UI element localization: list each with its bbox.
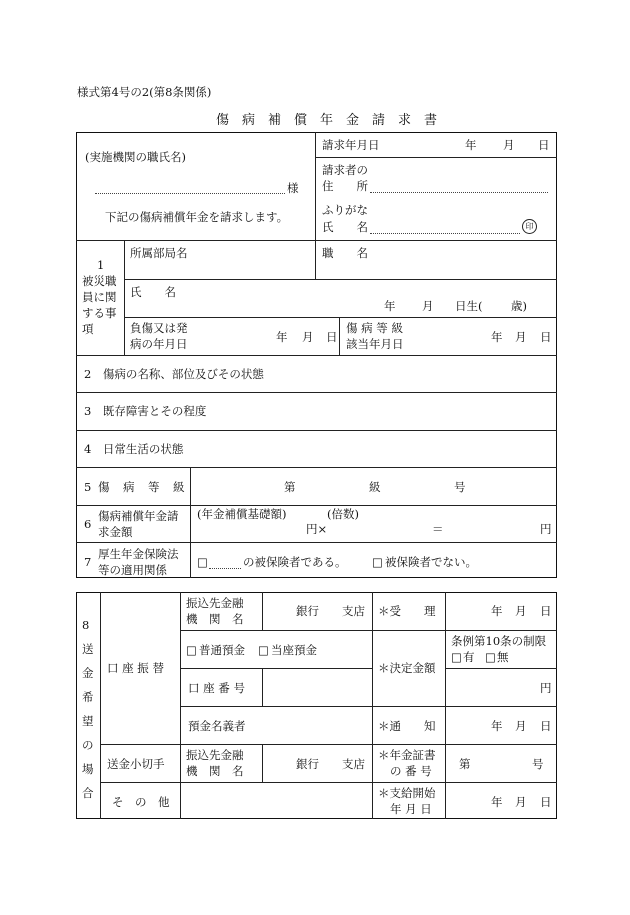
account-number-label: 口 座 番 号	[188, 681, 245, 695]
claimant-name-field[interactable]	[370, 233, 520, 234]
bank2-unit: 銀行	[296, 757, 319, 771]
section1-label-2: 員に関	[82, 290, 117, 304]
section1-number: 1	[97, 258, 105, 272]
section8-char-4: 望	[82, 714, 94, 728]
grade-kyu: 級	[369, 480, 381, 494]
futsu-label: 普通預金	[199, 643, 245, 657]
grade-year-unit: 年	[491, 330, 503, 344]
bank-label-2: 機 関 名	[186, 612, 244, 626]
restriction-label: 条例第10条の制限	[451, 634, 547, 648]
account-transfer-label: 口 座 振 替	[107, 661, 164, 675]
restriction-no-label: 無	[497, 650, 509, 664]
section1-label-4: 項	[82, 322, 94, 336]
branch-unit: 支店	[342, 604, 365, 618]
sama-label: 様	[287, 181, 299, 195]
insured-checkbox[interactable]: □	[197, 555, 208, 569]
restriction-yes-label: 有	[463, 650, 475, 664]
claim-month-unit: 月	[503, 138, 515, 152]
notice-label: ＊通 知	[378, 719, 436, 733]
request-text: 下記の傷病補償年金を請求します。	[105, 210, 289, 224]
page-title: 傷病補償年金請求書	[216, 113, 451, 128]
name-label: 氏 名	[322, 220, 368, 234]
grade-date-label-2: 該当年月日	[346, 337, 404, 351]
equals-sign: ＝	[432, 522, 444, 536]
section8-char-7: 合	[82, 786, 94, 800]
decided-amount-label: ＊決定金額	[378, 661, 436, 675]
insurance-law-field[interactable]	[209, 568, 241, 569]
receipt-label: ＊受 理	[378, 604, 436, 618]
section8-char-5: の	[82, 738, 94, 752]
payment-start-label-2: 年 月 日	[390, 802, 432, 816]
address-field[interactable]	[370, 192, 548, 193]
institution-field[interactable]	[95, 193, 285, 194]
insured-option-text: の被保険者である。	[243, 555, 347, 569]
row5-label: 傷 病 等 級	[98, 480, 186, 494]
bank2-label-1: 振込先金融	[186, 748, 244, 762]
victim-name-label: 氏 名	[130, 285, 176, 299]
section1-label-1: 被災職	[82, 274, 117, 288]
claim-date-label: 請求年月日	[322, 138, 380, 152]
section8-char-6: 場	[82, 762, 94, 776]
notice-year-unit: 年	[491, 719, 503, 733]
payment-year-unit: 年	[491, 795, 503, 809]
touza-label: 当座預金	[271, 643, 317, 657]
address-label-1: 請求者の	[322, 163, 368, 177]
not-insured-checkbox[interactable]: □	[372, 555, 383, 569]
payment-day-unit: 日	[540, 795, 552, 809]
row6-label-2: 求金額	[98, 525, 133, 539]
institution-label: (実施機関の職氏名)	[85, 150, 186, 164]
claim-year-unit: 年	[465, 138, 477, 152]
other-label: そ の 他	[112, 795, 170, 809]
seal-icon: 印	[522, 219, 537, 234]
account-holder-label: 預金名義者	[188, 719, 246, 733]
restriction-no-checkbox[interactable]: □	[485, 650, 496, 664]
section8-char-1: 送	[82, 642, 94, 656]
bank-label-1: 振込先金融	[186, 596, 244, 610]
pension-base-label: (年金補償基礎額)	[197, 507, 287, 521]
injury-date-label-2: 病の年月日	[130, 337, 188, 351]
row2-label: 2 傷病の名称、部位及びその状態	[84, 367, 264, 381]
birth-age-unit: 歳)	[511, 299, 527, 313]
money-order-label: 送金小切手	[107, 757, 165, 771]
receipt-day-unit: 日	[540, 604, 552, 618]
birth-day-unit: 日生(	[455, 299, 483, 313]
form-number: 様式第4号の2(第8条関係)	[77, 85, 212, 99]
yen-times: 円×	[306, 522, 328, 536]
receipt-month-unit: 月	[515, 604, 527, 618]
receipt-year-unit: 年	[491, 604, 503, 618]
row3-label: 3 既存障害とその程度	[84, 404, 207, 418]
yen-unit: 円	[540, 522, 552, 536]
position-label: 職 名	[322, 246, 368, 260]
touza-checkbox[interactable]: □	[258, 643, 269, 657]
row5-number: 5	[84, 480, 92, 494]
certificate-go: 号	[532, 757, 544, 771]
injury-year-unit: 年	[276, 330, 288, 344]
grade-day-unit: 日	[540, 330, 552, 344]
branch2-unit: 支店	[342, 757, 365, 771]
grade-month-unit: 月	[515, 330, 527, 344]
section8-char-2: 金	[82, 666, 94, 680]
row6-number: 6	[84, 517, 92, 531]
birth-year-unit: 年	[384, 299, 396, 313]
row7-label-1: 厚生年金保険法	[98, 547, 179, 561]
restriction-yes-checkbox[interactable]: □	[451, 650, 462, 664]
futsu-checkbox[interactable]: □	[186, 643, 197, 657]
address-label-2: 住 所	[322, 179, 368, 193]
row6-label-1: 傷病補償年金請	[98, 509, 179, 523]
section8-char-3: 希	[82, 690, 94, 704]
notice-day-unit: 日	[540, 719, 552, 733]
certificate-dai: 第	[459, 757, 471, 771]
injury-day-unit: 日	[326, 330, 338, 344]
not-insured-option-text: 被保険者でない。	[385, 555, 477, 569]
row7-number: 7	[84, 555, 92, 569]
certificate-label-2: の 番 号	[390, 764, 432, 778]
row7-label-2: 等の適用関係	[98, 563, 167, 577]
payment-month-unit: 月	[515, 795, 527, 809]
birth-month-unit: 月	[422, 299, 434, 313]
grade-dai: 第	[284, 480, 296, 494]
injury-date-label-1: 負傷又は発	[130, 321, 188, 335]
section8-number: 8	[82, 618, 90, 632]
notice-month-unit: 月	[515, 719, 527, 733]
injury-month-unit: 月	[302, 330, 314, 344]
section1-label-3: する事	[82, 306, 117, 320]
certificate-label-1: ＊年金証書	[378, 748, 436, 762]
bank2-label-2: 機 関 名	[186, 764, 244, 778]
grade-go: 号	[454, 480, 466, 494]
decided-yen-unit: 円	[540, 681, 552, 695]
furigana-label: ふりがな	[322, 203, 368, 217]
claim-day-unit: 日	[538, 138, 550, 152]
bank-unit: 銀行	[296, 604, 319, 618]
row4-label: 4 日常生活の状態	[84, 442, 184, 456]
department-label: 所属部局名	[130, 246, 188, 260]
multiplier-label: (倍数)	[327, 507, 359, 521]
payment-start-label-1: ＊支給開始	[378, 786, 436, 800]
grade-date-label-1: 傷 病 等 級	[346, 321, 403, 335]
